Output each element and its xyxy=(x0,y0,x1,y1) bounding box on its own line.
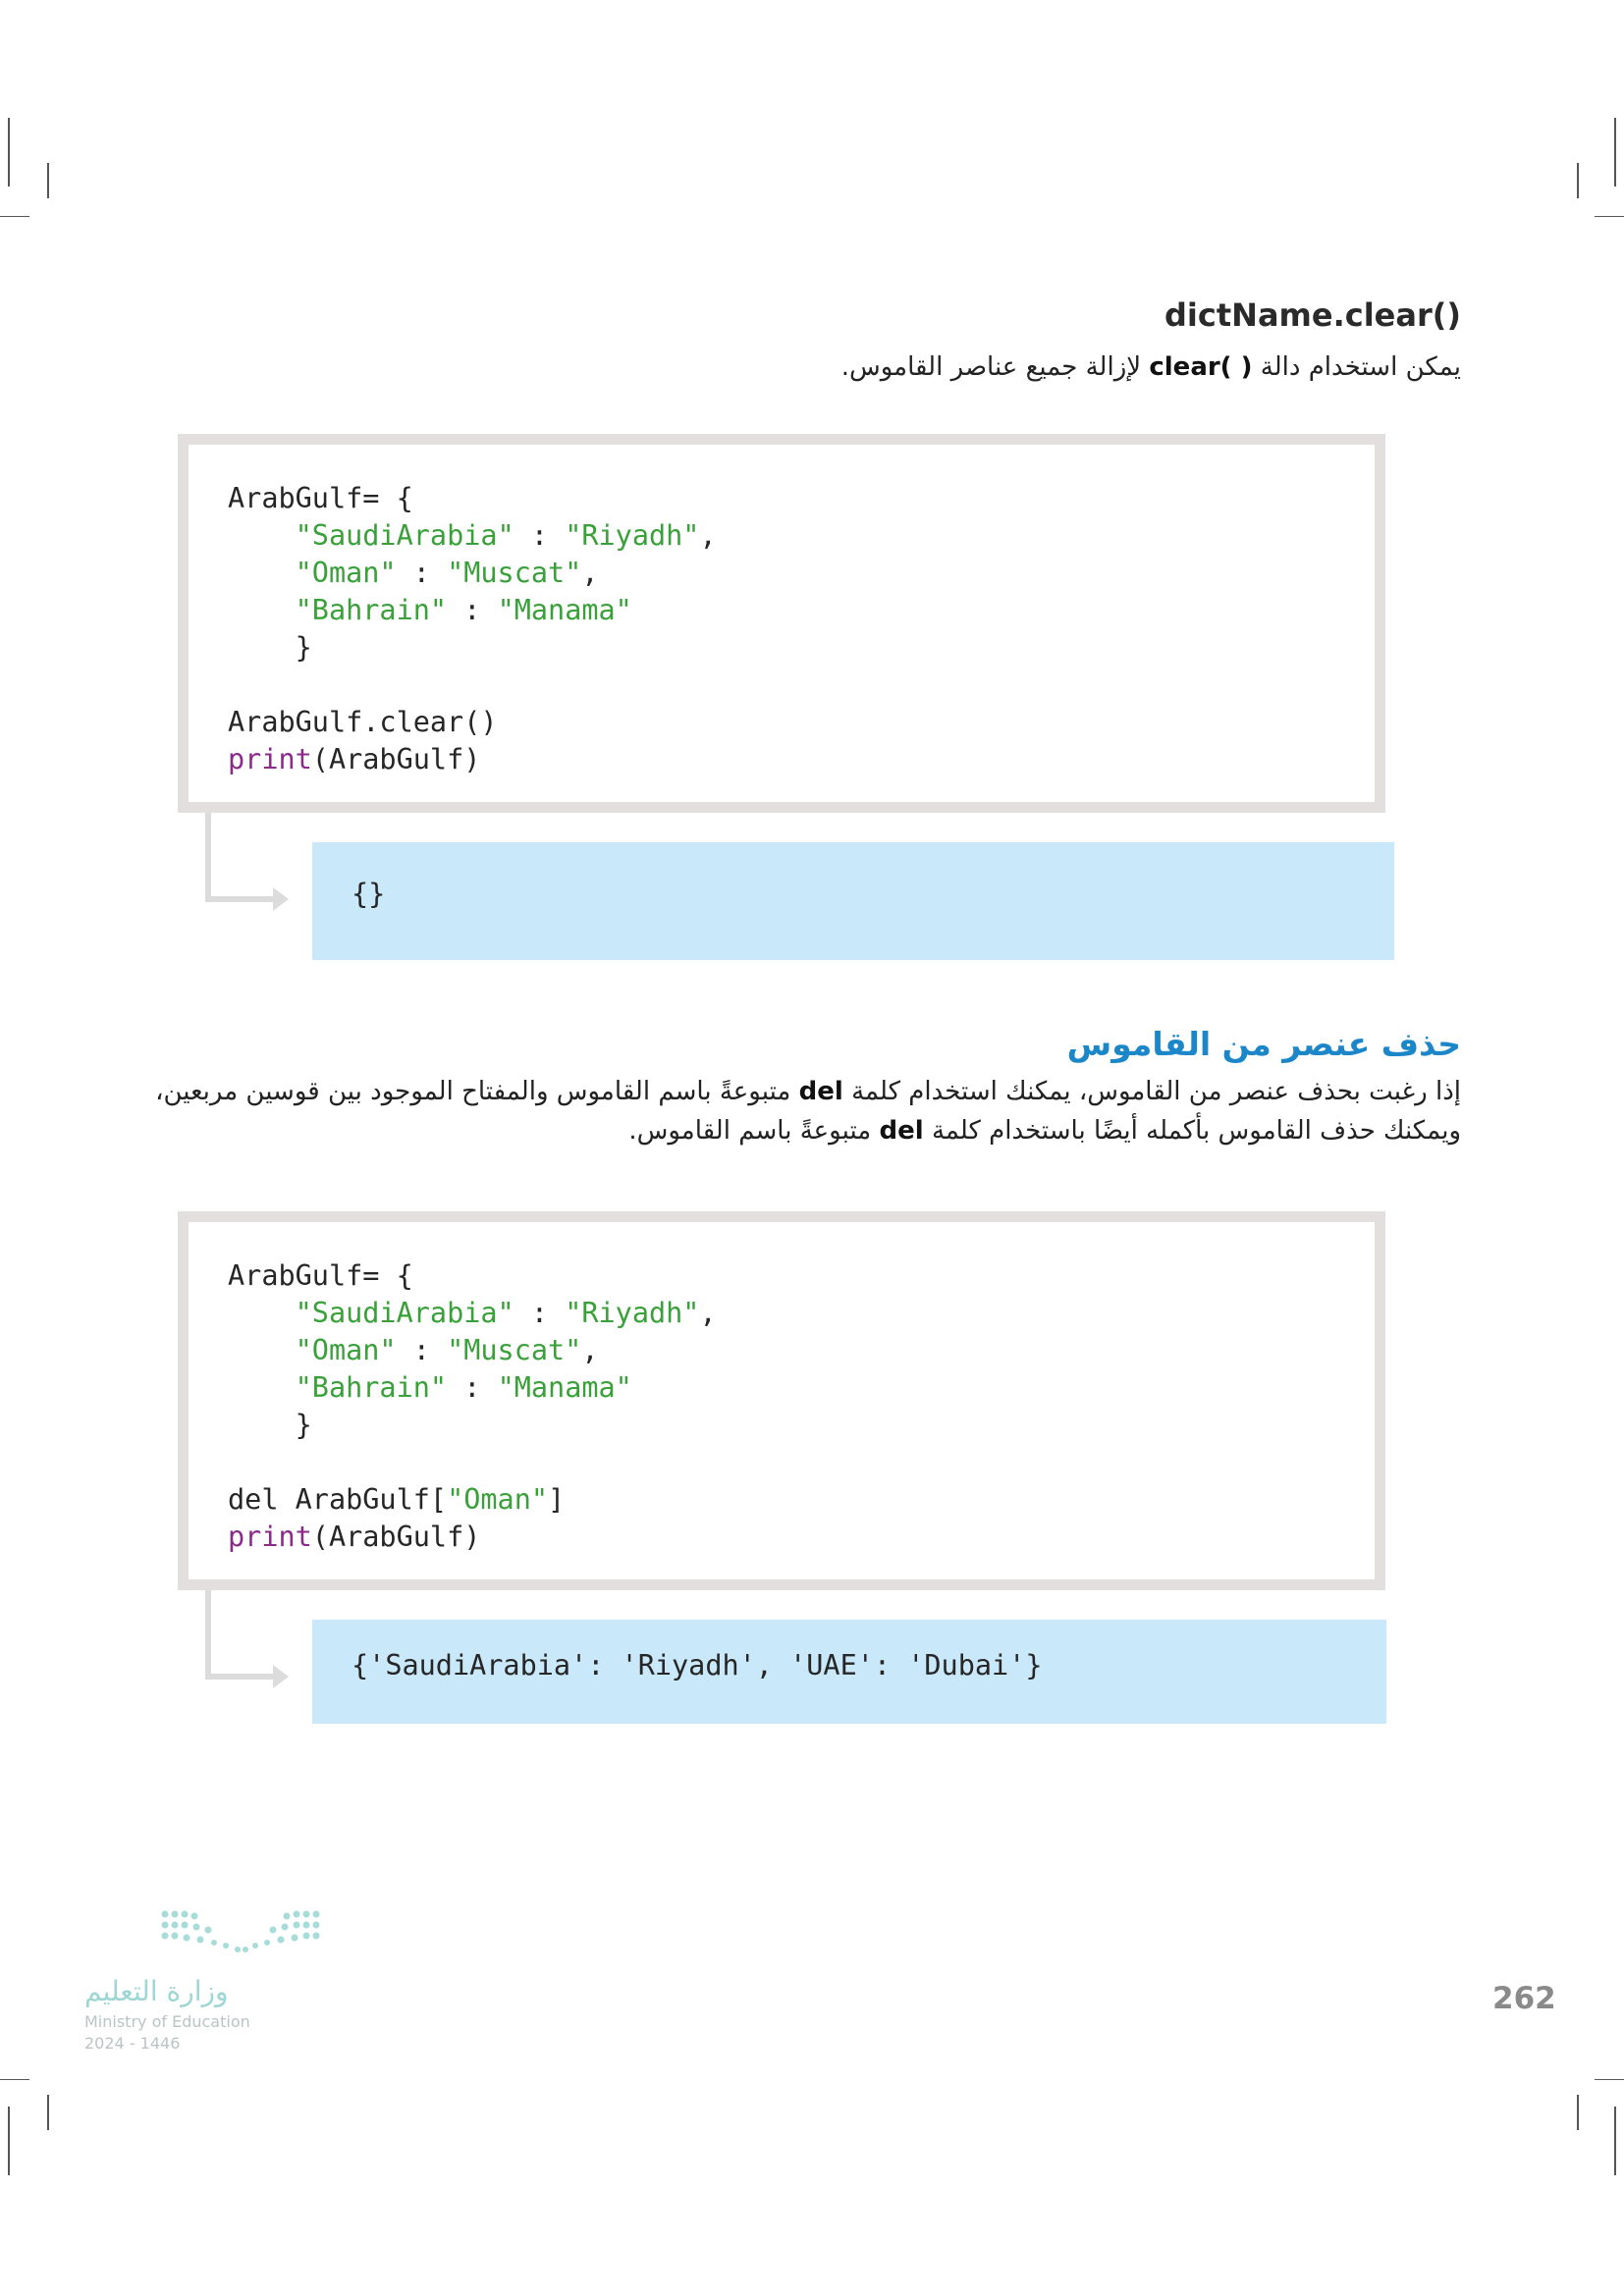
ministry-name-en: Ministry of Education xyxy=(84,2012,250,2031)
code-block-clear xyxy=(178,434,1385,813)
code-line: ArabGulf.clear() xyxy=(228,706,498,738)
code-line: ArabGulf= { xyxy=(228,482,413,514)
code-line: ArabGulf= { xyxy=(228,1259,413,1292)
output-block-del xyxy=(312,1620,1386,1724)
output-text: {'SaudiArabia': 'Riyadh', 'UAE': 'Dubai'} xyxy=(352,1649,1043,1682)
code-text: ArabGulf= { "SaudiArabia" : "Riyadh", "Oman" : "Muscat", "Bahrain" : "Manama" } del ArabGulf["Oman"] print(ArabGulf) xyxy=(228,1259,717,1553)
crop-mark xyxy=(1614,2107,1616,2175)
output-arrow-icon xyxy=(202,813,291,915)
clear-description xyxy=(841,347,1461,387)
year-label: 2024 - 1446 xyxy=(84,2034,181,2053)
delete-paragraph-line-1 xyxy=(155,1072,1461,1111)
method-title: dictName.clear() xyxy=(1164,296,1461,334)
crop-mark xyxy=(1577,2095,1579,2130)
desc-part: يمكن استخدام دالة xyxy=(1260,352,1461,382)
crop-mark xyxy=(1595,2079,1624,2080)
code-text: ArabGulf= { "SaudiArabia" : "Riyadh", "Oman" : "Muscat", "Bahrain" : "Manama" } ArabGulf.clear() print(ArabGulf) xyxy=(228,482,717,775)
output-block-clear xyxy=(312,842,1394,960)
crop-mark xyxy=(1577,163,1579,198)
delete-paragraph-line-2 xyxy=(628,1111,1461,1150)
crop-mark xyxy=(0,216,29,217)
desc-part: لإزالة جميع عناصر القاموس. xyxy=(840,352,1142,382)
output-text: {} xyxy=(352,878,386,910)
inline-code: del xyxy=(879,1116,924,1146)
inline-code: clear( ) xyxy=(1149,352,1253,382)
crop-mark xyxy=(8,118,10,187)
inline-code: del xyxy=(798,1077,843,1106)
crop-mark xyxy=(1595,216,1624,217)
crop-mark xyxy=(8,2107,10,2175)
para-part: متبوعةً باسم القاموس والمفتاح الموجود بين قوسين مربعين، xyxy=(155,1077,791,1106)
ministry-logo-icon xyxy=(157,1906,324,1961)
crop-mark xyxy=(47,2095,49,2130)
crop-mark xyxy=(1614,118,1616,187)
ministry-name-ar: وزارة التعليم xyxy=(84,1975,229,2007)
para-part: متبوعةً باسم القاموس. xyxy=(628,1116,872,1146)
code-block-del xyxy=(178,1211,1385,1590)
para-part: إذا رغبت بحذف عنصر من القاموس، يمكنك استخدام كلمة xyxy=(851,1077,1461,1106)
output-arrow-icon xyxy=(202,1590,291,1692)
crop-mark xyxy=(0,2079,29,2080)
para-part: ويمكنك حذف القاموس بأكمله أيضًا باستخدام كلمة xyxy=(931,1116,1461,1146)
section-title: حذف عنصر من القاموس xyxy=(1066,1025,1461,1063)
crop-mark xyxy=(47,163,49,198)
page-number: 262 xyxy=(1492,1981,1556,2016)
